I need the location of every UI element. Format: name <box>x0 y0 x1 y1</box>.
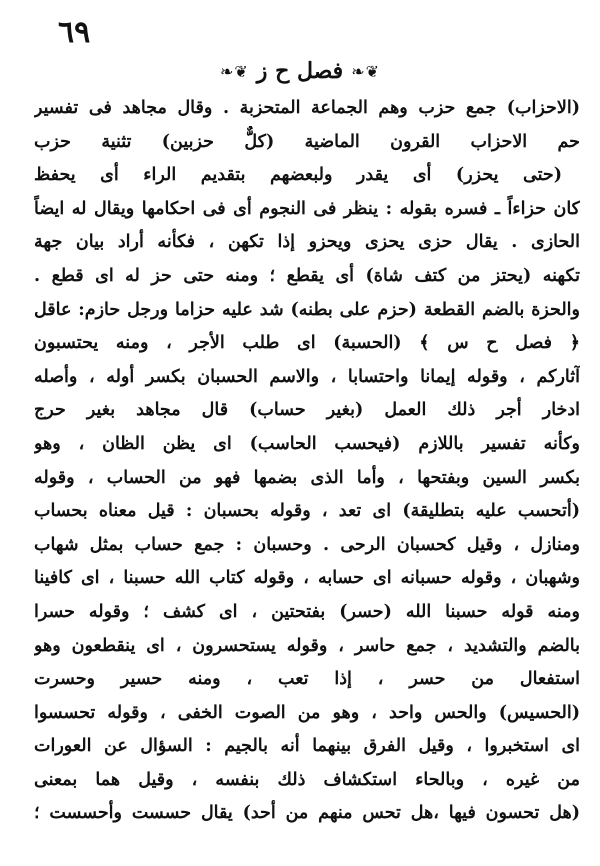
ornament-left-icon: ❦❧ <box>219 61 249 81</box>
text-line: استفعال من حسر ، إذا تعب ، ومنه حسير وحسرت <box>34 669 580 690</box>
text-line: ومنه قوله حسبنا الله (حسر) بفتحتين ، اى كشف ؛ وقوله حسرا <box>34 601 580 622</box>
text-line: (هل تحسون فيها ،هل تحس منهم من أحد) يقال حسست وأحسست ؛ <box>34 803 580 824</box>
text-line: كان حزاءاً ـ فسره بقوله : ينظر فى النجوم أى فى احكامها ويقال له ايضاً <box>34 198 580 219</box>
text-line: وشهبان ، وقوله حسبانه اى حسابه ، وقوله كتاب الله حسبنا ، اى كافينا <box>34 568 580 589</box>
text-line: تكهنه (يحتز من كتف شاة) أى يقطع ؛ ومنه حتى حز له اى قطع . <box>34 265 580 286</box>
text-line: آثاركم ، وقوله إيمانا واحتسابا ، والاسم الحسبان بكسر أوله ، وأصله <box>34 366 580 387</box>
text-line: الحازى . يقال حزى يحزى ويحزو إذا تكهن ، فكأنه أراد بيان جهة <box>34 232 580 253</box>
text-line: (الحسيس) والحس واحد ، وهو من الصوت الخفى ، وقوله تحسسوا <box>34 702 580 723</box>
text-line: ﴿ فصل ح س ﴾ (الحسبة) اى طلب الأجر ، ومنه يحتسبون <box>34 333 580 354</box>
text-line: وكأنه تفسير باللازم (فيحسب الحاسب) اى يظن الظان ، وهو <box>34 433 580 454</box>
text-line: بالضم والتشديد ، جمع حاسر ، وقوله يستحسرون ، اى ينقطعون وهو <box>34 635 580 656</box>
text-line: والحزة بالضم القطعة (حزم على بطنه) شد عليه حزاما ورجل حازم: عاقل <box>34 299 580 320</box>
text-line: ومنازل ، وقيل كحسبان الرحى . وحسبان : جمع حساب بمثل شهاب <box>34 534 580 555</box>
page-number: ٦٩ <box>58 15 91 50</box>
text-line: حم الاحزاب القرون الماضية (كلٌّ حزبين) تثنية حزب <box>34 131 580 152</box>
text-line: من غيره ، وبالحاء استكشاف ذلك بنفسه ، وقيل هما بمعنى <box>34 769 580 790</box>
text-line: (أتحسب عليه بتطليقة) اى تعد ، وقوله بحسبان : قيل معناه بحساب <box>34 501 580 522</box>
text-line: (الاحزاب) جمع حزب وهم الجماعة المتحزبة . وقال مجاهد فى تفسير <box>34 98 580 118</box>
section-title: فصل ح ز <box>256 58 344 84</box>
body-text <box>34 92 580 831</box>
ornament-right-icon: ❦❧ <box>351 61 381 81</box>
text-line: بكسر السين وبفتحها ، وأما الذى بضمها فهو من الحساب ، وقوله <box>34 467 580 488</box>
text-line: (حتى يحزر) أى يقدر ولبعضهم بتقديم الراء أى يحفظ <box>34 165 562 186</box>
text-line: ادخار أجر ذلك العمل (بغير حساب) قال مجاهد بغير حرج <box>34 400 580 421</box>
section-header <box>0 56 600 86</box>
text-line: اى استخبروا ، وقيل الفرق بينهما أنه بالجيم : السؤال عن العورات <box>34 736 580 757</box>
